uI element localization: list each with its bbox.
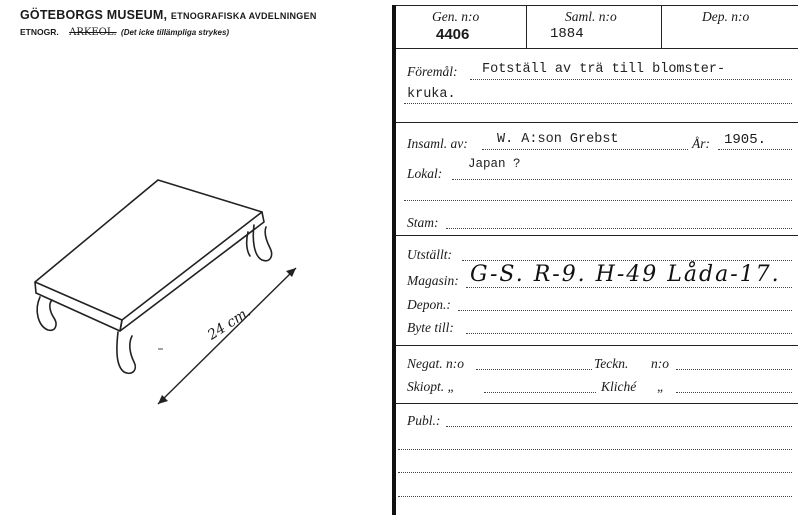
stand-leg-front bbox=[117, 332, 135, 373]
saml-value: 1884 bbox=[550, 26, 584, 42]
kliche-dots bbox=[676, 392, 792, 393]
saml-label: Saml. n:o bbox=[565, 9, 617, 24]
kliche-label: Kliché bbox=[601, 379, 637, 394]
stand-leg-back bbox=[247, 232, 250, 256]
etnogr-prefix: ETNOGR. bbox=[20, 27, 59, 37]
byte-rule bbox=[396, 345, 798, 346]
byte-label: Byte till: bbox=[407, 320, 454, 335]
teckn-label: Teckn. bbox=[594, 356, 629, 371]
publ-dots-4 bbox=[398, 496, 792, 497]
header-divider-1 bbox=[526, 5, 527, 48]
foremal-label: Föremål: bbox=[407, 64, 458, 79]
teckn-no: n:o bbox=[651, 356, 669, 371]
stam-label: Stam: bbox=[407, 215, 439, 230]
department-name: ETNOGRAFISKA AVDELNINGEN bbox=[170, 11, 317, 21]
stand-leg-left bbox=[37, 297, 56, 330]
negat-label: Negat. n:o bbox=[407, 356, 464, 371]
stand-leg-right bbox=[253, 225, 271, 261]
ar-label: År: bbox=[692, 136, 710, 151]
publ-dots-1 bbox=[446, 426, 792, 427]
magasin-label: Magasin: bbox=[407, 273, 459, 288]
skiopt-label: Skiopt. „ bbox=[407, 379, 456, 394]
skiopt-rule bbox=[396, 403, 798, 404]
scale-line bbox=[158, 268, 296, 404]
scale-label: 24 cm. bbox=[205, 303, 254, 344]
header-divider-2 bbox=[661, 5, 662, 48]
museum-name: GÖTEBORGS MUSEUM, bbox=[20, 8, 168, 22]
lokal-label: Lokal: bbox=[407, 166, 443, 181]
card-top-rule bbox=[396, 5, 798, 6]
ar-value: 1905. bbox=[724, 132, 767, 148]
depon-label: Depon.: bbox=[407, 297, 451, 312]
strike-note: (Det icke tillämpliga strykes) bbox=[121, 28, 230, 37]
kliche-mark: „ bbox=[657, 379, 665, 394]
stand-front-edge bbox=[35, 282, 122, 331]
publ-dots-3 bbox=[398, 472, 792, 473]
byte-dots bbox=[466, 333, 792, 334]
gen-label: Gen. n:o bbox=[432, 9, 480, 24]
lokal-value: Japan ? bbox=[468, 157, 521, 171]
publ-label: Publ.: bbox=[407, 413, 441, 428]
publ-dots-2 bbox=[398, 449, 792, 450]
dep-label: Dep. n:o bbox=[702, 9, 750, 24]
magasin-dots bbox=[466, 287, 792, 288]
card-left-border bbox=[392, 5, 396, 515]
header-bottom-rule bbox=[396, 48, 798, 49]
utstallt-dots bbox=[462, 260, 792, 261]
stand-sketch bbox=[0, 0, 392, 518]
insaml-dots bbox=[482, 149, 688, 150]
teckn-dots bbox=[676, 369, 792, 370]
lokal-dots-1 bbox=[452, 179, 792, 180]
foremal-line2: kruka. bbox=[407, 87, 456, 102]
stam-dots bbox=[446, 228, 792, 229]
foremal-dots-2 bbox=[404, 103, 792, 104]
stam-rule bbox=[396, 235, 798, 236]
foremal-rule bbox=[396, 122, 798, 123]
lokal-dots-2 bbox=[404, 200, 792, 201]
skiopt-dots bbox=[484, 392, 596, 393]
ar-dots bbox=[718, 149, 792, 150]
gen-value: 4406 bbox=[436, 26, 470, 43]
depon-dots bbox=[458, 310, 792, 311]
magasin-value: G-S. R-9. H-49 Låda-17. bbox=[470, 262, 781, 287]
insaml-label: Insaml. av: bbox=[407, 136, 468, 151]
foremal-dots-1 bbox=[470, 79, 792, 80]
foremal-line1: Fotställ av trä till blomster- bbox=[482, 62, 726, 77]
arkeol-crossed: ARKEOL. bbox=[69, 27, 117, 38]
negat-dots bbox=[476, 369, 592, 370]
insaml-value: W. A:son Grebst bbox=[497, 132, 619, 147]
utstallt-label: Utställt: bbox=[407, 247, 453, 262]
